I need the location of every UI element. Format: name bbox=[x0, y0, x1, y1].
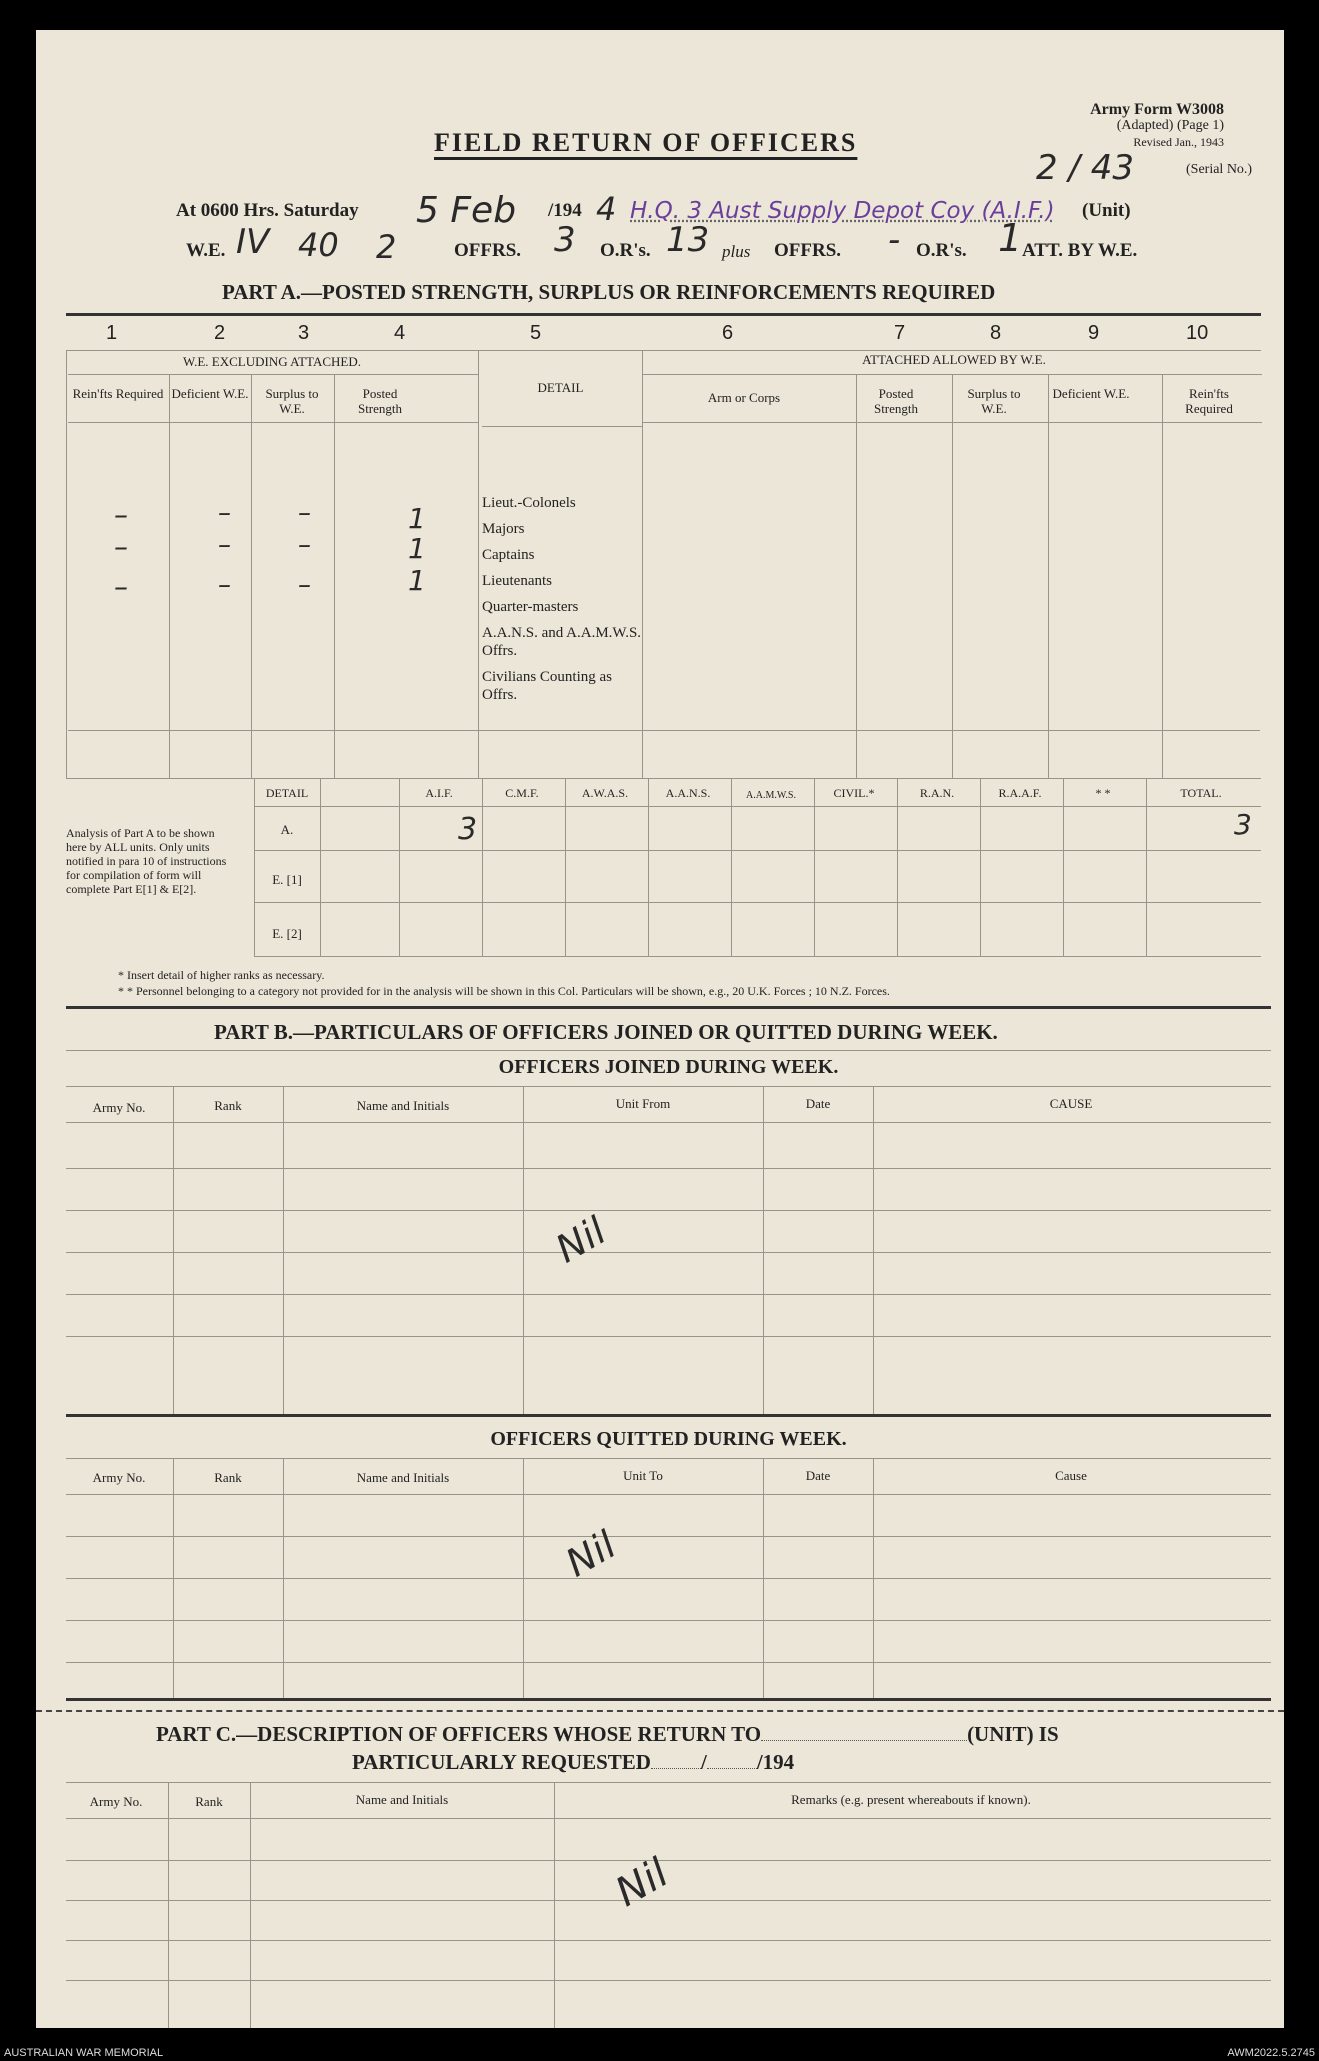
rule bbox=[254, 806, 1261, 807]
dash-mark: – bbox=[114, 498, 128, 531]
rule bbox=[254, 778, 255, 956]
col-number: 2 bbox=[214, 322, 226, 344]
rule bbox=[66, 1940, 1271, 1941]
form-id-block bbox=[1090, 102, 1224, 150]
analysis-row-e1: E. [1] bbox=[272, 872, 302, 887]
col-number: 5 bbox=[530, 322, 542, 344]
rule bbox=[68, 730, 1260, 731]
rule bbox=[66, 1414, 1271, 1417]
rule bbox=[66, 1818, 1271, 1819]
rule bbox=[873, 1458, 874, 1698]
ors-value: 13 bbox=[666, 220, 710, 260]
head-posted: Posted Strength bbox=[357, 386, 403, 416]
form-title: FIELD RETURN OF OFFICERS bbox=[434, 128, 858, 157]
form-revised: Revised Jan., 1943 bbox=[1133, 135, 1224, 149]
rank-row: Captains bbox=[482, 547, 535, 563]
analysis-head: C.M.F. bbox=[505, 786, 539, 800]
offrs2-value: - bbox=[888, 220, 901, 260]
part-c-title-1 bbox=[156, 1722, 1059, 1747]
part-b-title: PART B.—PARTICULARS OF OFFICERS JOINED OR QUITTED DURING WEEK. bbox=[214, 1020, 998, 1044]
dash-mark: – bbox=[114, 530, 128, 563]
attached-header: ATTACHED ALLOWED BY W.E. bbox=[862, 352, 1046, 367]
rank-row: Majors bbox=[482, 521, 525, 537]
rule bbox=[66, 1086, 1271, 1087]
rule bbox=[1048, 374, 1049, 778]
aif-value: 3 bbox=[458, 812, 478, 847]
we-value-1: IV bbox=[236, 222, 270, 262]
posted-value: 1 bbox=[408, 502, 426, 535]
joined-head: Name and Initials bbox=[356, 1098, 450, 1113]
rule bbox=[66, 1458, 1271, 1459]
dash-mark: – bbox=[298, 530, 311, 560]
rule bbox=[66, 1662, 1271, 1663]
analysis-head: CIVIL.* bbox=[833, 786, 875, 800]
rank-row: Quarter-masters bbox=[482, 599, 579, 615]
we-value-2: 40 bbox=[298, 226, 339, 264]
rule bbox=[763, 1086, 764, 1414]
col-number: 4 bbox=[394, 322, 406, 344]
rule bbox=[254, 902, 1261, 903]
rule bbox=[897, 778, 898, 956]
quitted-title: OFFICERS QUITTED DURING WEEK. bbox=[490, 1428, 847, 1450]
we-value-3: 2 bbox=[376, 228, 397, 266]
rank-row: Lieutenants bbox=[482, 573, 552, 589]
rule bbox=[168, 1782, 169, 2028]
rule bbox=[283, 1086, 284, 1414]
offrs2-label: OFFRS. bbox=[774, 240, 842, 261]
rule bbox=[814, 778, 815, 956]
rule bbox=[66, 1900, 1271, 1901]
quitted-head: Name and Initials bbox=[356, 1470, 450, 1485]
posted-value: 1 bbox=[408, 532, 426, 565]
rule bbox=[763, 1458, 764, 1698]
rule bbox=[66, 1980, 1271, 1981]
dash-mark: – bbox=[298, 498, 311, 528]
joined-head: Date bbox=[805, 1096, 831, 1111]
rule bbox=[334, 374, 335, 778]
head-surplus-att: Surplus to W.E. bbox=[967, 386, 1021, 416]
rule bbox=[482, 426, 642, 427]
head-reinforcements: Rein'fts Required bbox=[72, 386, 164, 401]
dash-mark: – bbox=[218, 530, 231, 560]
analysis-row-a: A. bbox=[280, 822, 294, 837]
plus-label: plus bbox=[722, 242, 751, 261]
rank-row: A.A.N.S. and A.A.M.W.S. Offrs. bbox=[482, 625, 642, 659]
quitted-head: Date bbox=[805, 1468, 831, 1483]
quitted-head: Rank bbox=[214, 1470, 242, 1485]
unit-label: (Unit) bbox=[1082, 200, 1131, 221]
footnote-1: * Insert detail of higher ranks as necessary. bbox=[118, 968, 325, 982]
ors2-label: O.R's. bbox=[916, 240, 967, 261]
fold-line bbox=[36, 1710, 1284, 1712]
rule bbox=[399, 778, 400, 956]
rule bbox=[642, 350, 643, 778]
rule bbox=[554, 1782, 555, 2028]
rule bbox=[66, 350, 1261, 351]
rule bbox=[66, 1252, 1271, 1253]
ranks-list bbox=[482, 490, 642, 704]
analysis-head: TOTAL. bbox=[1180, 786, 1222, 800]
col-number: 1 bbox=[106, 322, 118, 344]
part-b-top-rule bbox=[66, 1006, 1271, 1009]
rule bbox=[873, 1086, 874, 1414]
date-blank bbox=[651, 1768, 701, 1769]
rule bbox=[952, 374, 953, 778]
col-number: 3 bbox=[298, 322, 310, 344]
dash-mark: – bbox=[218, 570, 231, 600]
detail-header: DETAIL bbox=[537, 380, 584, 395]
quitted-head: Unit To bbox=[623, 1468, 663, 1483]
serial-value: 2 / 43 bbox=[1036, 148, 1134, 188]
rule bbox=[66, 1336, 1271, 1337]
part-c-head: Name and Initials bbox=[355, 1792, 449, 1807]
part-a-title: PART A.—POSTED STRENGTH, SURPLUS OR REINFORCEMENTS REQUIRED bbox=[222, 280, 996, 304]
footer-id: AWM2022.5.2745 bbox=[1227, 2047, 1315, 2059]
head-arm-corps: Arm or Corps bbox=[707, 390, 781, 405]
rule bbox=[66, 1536, 1271, 1537]
head-deficient: Deficient W.E. bbox=[171, 386, 249, 401]
part-c-year: /194 bbox=[756, 1750, 795, 1774]
date-blank bbox=[707, 1768, 757, 1769]
rule bbox=[169, 374, 170, 778]
analysis-row-e2: E. [2] bbox=[272, 926, 302, 941]
rule bbox=[254, 850, 1261, 851]
footnote-2: * * Personnel belonging to a category not provided for in the analysis will be shown in this Col. Particulars will be shown, e.g., 20 U.K. Forces ; 10 N.Z. Forces. bbox=[118, 984, 890, 998]
part-c-head: Rank bbox=[195, 1794, 223, 1809]
rule bbox=[251, 374, 252, 778]
rule bbox=[173, 1086, 174, 1414]
unit-value: H.Q. 3 Aust Supply Depot Coy (A.I.F.) bbox=[630, 198, 1055, 224]
rule bbox=[66, 1860, 1271, 1861]
col-number: 7 bbox=[894, 322, 906, 344]
part-c-title-2: PARTICULARLY REQUESTED / /194 bbox=[352, 1750, 795, 1774]
we-excl-header: W.E. EXCLUDING ATTACHED. bbox=[183, 354, 361, 369]
date-value: 5 Feb bbox=[416, 190, 517, 231]
rule bbox=[565, 778, 566, 956]
unit-blank bbox=[761, 1740, 967, 1741]
head-surplus: Surplus to W.E. bbox=[265, 386, 319, 416]
analysis-head: A.A.N.S. bbox=[665, 786, 711, 800]
joined-head: Rank bbox=[214, 1098, 242, 1113]
joined-head: Unit From bbox=[615, 1096, 671, 1111]
rule bbox=[66, 1494, 1271, 1495]
rank-row: Civilians Counting as Offrs. bbox=[482, 669, 613, 703]
part-c-title-unit: (UNIT) IS bbox=[967, 1722, 1059, 1746]
analysis-head: R.A.A.F. bbox=[998, 786, 1042, 800]
dash-mark: – bbox=[298, 570, 311, 600]
year-label: /194 bbox=[548, 200, 582, 221]
dash-mark: – bbox=[218, 498, 231, 528]
posted-value: 1 bbox=[408, 564, 426, 597]
analysis-head: A.W.A.S. bbox=[581, 786, 629, 800]
rule bbox=[66, 1168, 1271, 1169]
analysis-head: * * bbox=[1095, 786, 1111, 800]
rule bbox=[482, 778, 483, 956]
rule bbox=[68, 422, 478, 423]
rule bbox=[320, 778, 321, 956]
rule bbox=[66, 1782, 1271, 1783]
joined-nil: Nil bbox=[548, 1208, 614, 1272]
rule bbox=[66, 1620, 1271, 1621]
rule bbox=[1063, 778, 1064, 956]
head-reinforcements-att: Rein'fts Required bbox=[1185, 386, 1233, 416]
analysis-head: A.I.F. bbox=[425, 786, 453, 800]
serial-label: (Serial No.) bbox=[1186, 162, 1253, 177]
rule bbox=[1146, 778, 1147, 956]
part-c-requested: PARTICULARLY REQUESTED bbox=[352, 1750, 651, 1774]
header-line-1 bbox=[176, 200, 359, 222]
joined-title: OFFICERS JOINED DURING WEEK. bbox=[498, 1056, 839, 1078]
head-deficient-att: Deficient W.E. bbox=[1052, 386, 1130, 401]
rule bbox=[523, 1458, 524, 1698]
rule bbox=[980, 778, 981, 956]
joined-head: CAUSE bbox=[1049, 1096, 1093, 1111]
rule bbox=[478, 350, 479, 778]
footer-source: AUSTRALIAN WAR MEMORIAL bbox=[4, 2047, 164, 2059]
analysis-head: A.A.M.W.S. bbox=[746, 790, 796, 801]
offrs-value: 3 bbox=[554, 220, 576, 260]
ors-label: O.R's. bbox=[600, 240, 651, 261]
head-posted-att: Posted Strength bbox=[873, 386, 919, 416]
quitted-head: Army No. bbox=[92, 1470, 146, 1485]
quitted-head: Cause bbox=[1055, 1468, 1087, 1483]
offrs-label: OFFRS. bbox=[454, 240, 522, 261]
rule bbox=[68, 374, 478, 375]
part-c-title-text: PART C.—DESCRIPTION OF OFFICERS WHOSE RETURN TO bbox=[156, 1722, 762, 1746]
dash-mark: – bbox=[114, 570, 128, 603]
rule bbox=[731, 778, 732, 956]
quitted-nil: Nil bbox=[558, 1522, 624, 1586]
part-a-rule bbox=[66, 313, 1261, 316]
rule bbox=[523, 1086, 524, 1414]
analysis-note: Analysis of Part A to be shown here by ALL units. Only units notified in para 10 of instructions for compilation of form will complete Part E[1] & E[2]. bbox=[66, 826, 227, 896]
col-number: 6 bbox=[722, 322, 734, 344]
rule bbox=[648, 778, 649, 956]
analysis-head: DETAIL bbox=[265, 786, 309, 800]
rule bbox=[66, 1578, 1271, 1579]
year-value: 4 bbox=[596, 190, 617, 228]
footer bbox=[0, 2031, 1319, 2061]
we-label: W.E. bbox=[186, 240, 226, 261]
col-number: 9 bbox=[1088, 322, 1100, 344]
rule bbox=[283, 1458, 284, 1698]
rule bbox=[250, 1782, 251, 2028]
at-label: At 0600 Hrs. Saturday bbox=[176, 200, 359, 221]
rule bbox=[66, 350, 67, 778]
part-c-head: Remarks (e.g. present whereabouts if known). bbox=[791, 1792, 1031, 1807]
rule bbox=[66, 778, 1261, 779]
rank-row: Lieut.-Colonels bbox=[482, 495, 576, 511]
col-number: 8 bbox=[990, 322, 1002, 344]
rule bbox=[66, 1122, 1271, 1123]
rule bbox=[66, 1050, 1271, 1051]
form-adapted: (Adapted) (Page 1) bbox=[1116, 118, 1224, 133]
part-c-head: Army No. bbox=[89, 1794, 143, 1809]
rule bbox=[254, 956, 1261, 957]
rule bbox=[856, 374, 857, 778]
rule bbox=[1162, 374, 1163, 778]
joined-head: Army No. bbox=[92, 1100, 146, 1115]
rule bbox=[66, 1210, 1271, 1211]
col-number: 10 bbox=[1186, 322, 1209, 344]
analysis-head: R.A.N. bbox=[919, 786, 955, 800]
rule bbox=[66, 1294, 1271, 1295]
att-label: ATT. BY W.E. bbox=[1022, 240, 1138, 261]
rule bbox=[173, 1458, 174, 1698]
ors2-value: 1 bbox=[998, 216, 1023, 260]
rule bbox=[66, 1698, 1271, 1701]
form-number: Army Form W3008 bbox=[1090, 101, 1224, 118]
total-value: 3 bbox=[1234, 808, 1252, 841]
form-page bbox=[36, 30, 1284, 2028]
part-c-nil: Nil bbox=[607, 1850, 677, 1916]
